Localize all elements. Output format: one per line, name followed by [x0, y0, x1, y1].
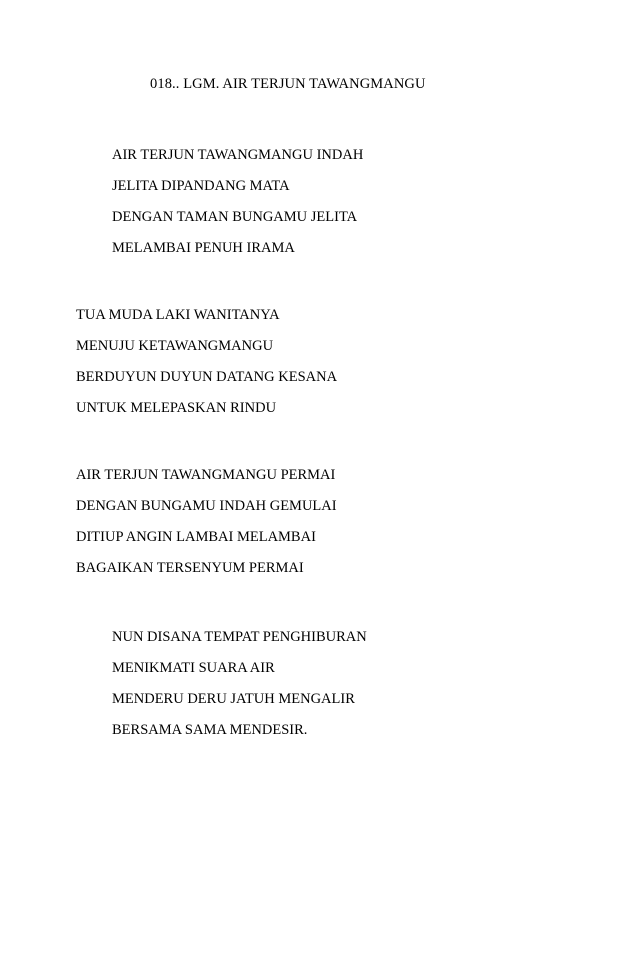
song-title: 018.. LGM. AIR TERJUN TAWANGMANGU: [150, 76, 426, 92]
lyric-line: DITIUP ANGIN LAMBAI MELAMBAI: [76, 529, 316, 545]
stanza-3: [76, 460, 337, 584]
lyric-line: AIR TERJUN TAWANGMANGU PERMAI: [76, 467, 336, 483]
stanza-4: [112, 622, 367, 746]
lyric-line: AIR TERJUN TAWANGMANGU INDAH: [112, 147, 364, 163]
lyric-line: TUA MUDA LAKI WANITANYA: [76, 307, 280, 323]
lyric-line: MENIKMATI SUARA AIR: [112, 660, 275, 676]
lyric-line: MELAMBAI PENUH IRAMA: [112, 240, 295, 256]
lyric-line: UNTUK MELEPASKAN RINDU: [76, 400, 277, 416]
lyric-line: BAGAIKAN TERSENYUM PERMAI: [76, 560, 304, 576]
lyric-line: NUN DISANA TEMPAT PENGHIBURAN: [112, 629, 367, 645]
lyric-line: MENDERU DERU JATUH MENGALIR: [112, 691, 355, 707]
lyric-line: DENGAN BUNGAMU INDAH GEMULAI: [76, 498, 337, 514]
lyric-line: JELITA DIPANDANG MATA: [112, 178, 290, 194]
stanza-1: [112, 140, 363, 264]
lyric-line: BERSAMA SAMA MENDESIR.: [112, 722, 308, 738]
lyric-line: DENGAN TAMAN BUNGAMU JELITA: [112, 209, 358, 225]
stanza-2: [76, 300, 337, 424]
lyric-line: BERDUYUN DUYUN DATANG KESANA: [76, 369, 338, 385]
lyric-line: MENUJU KETAWANGMANGU: [76, 338, 274, 354]
